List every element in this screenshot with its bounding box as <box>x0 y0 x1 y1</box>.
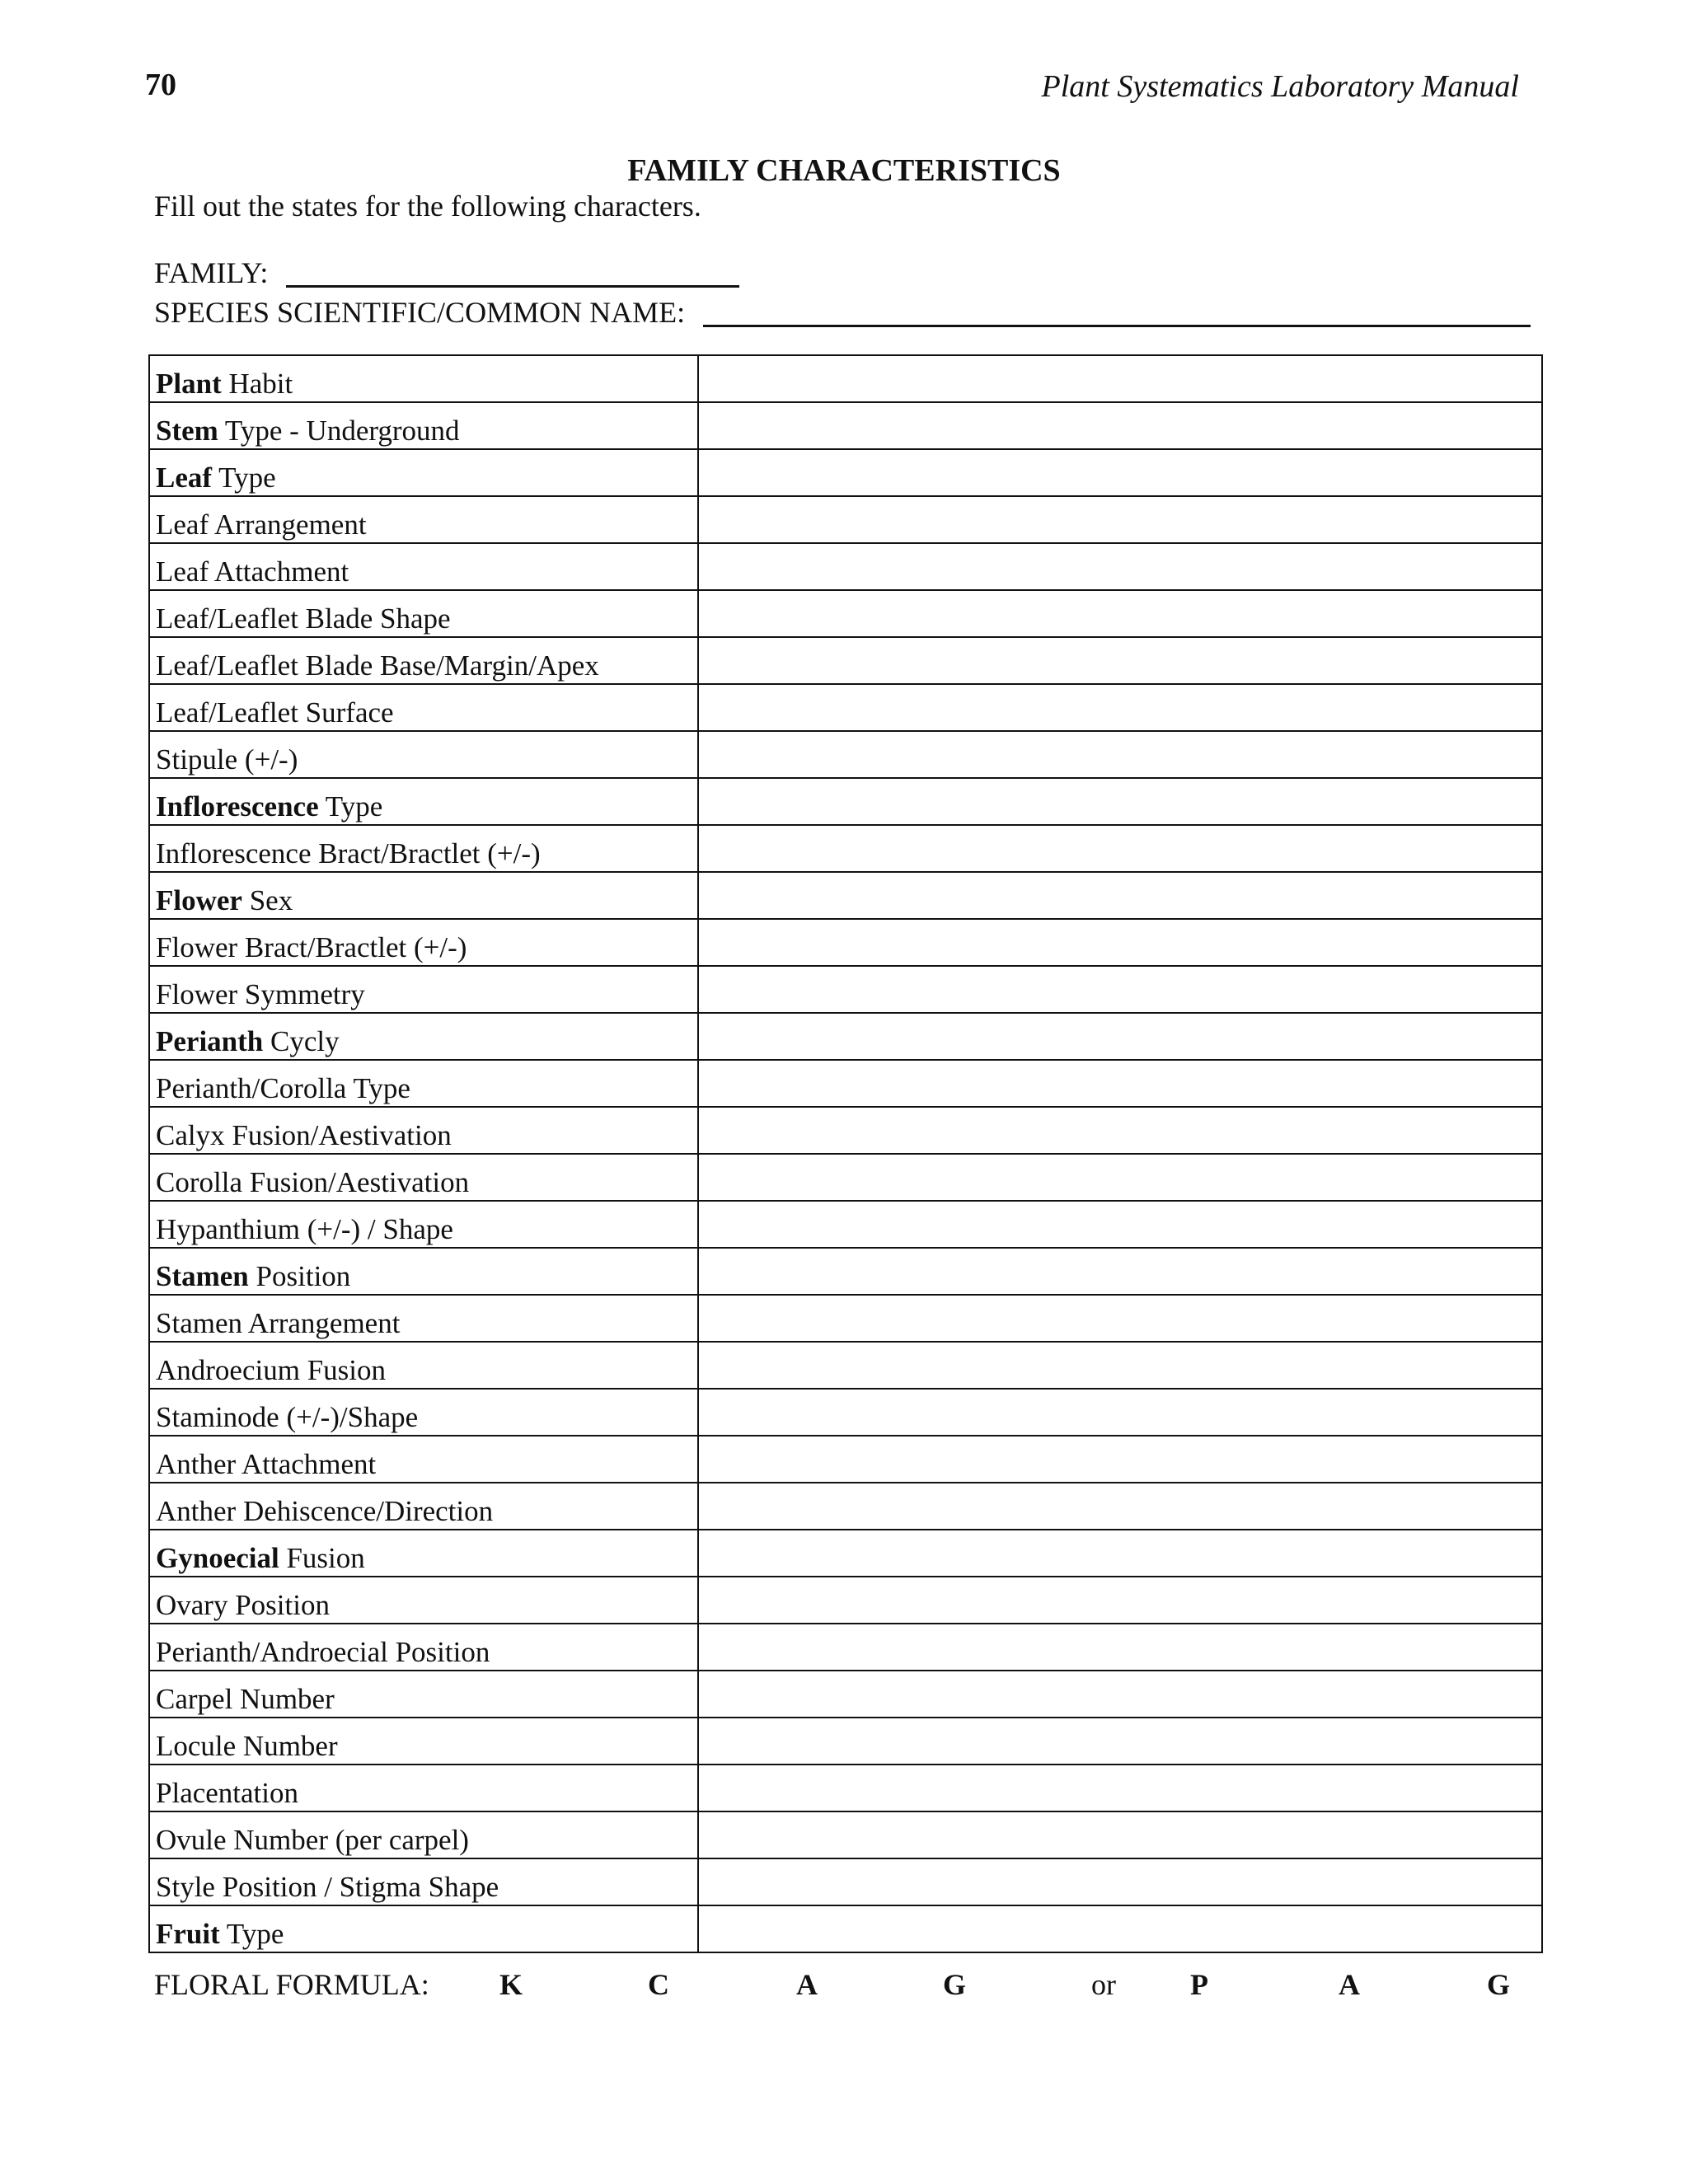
character-state-cell[interactable] <box>698 1765 1542 1811</box>
table-row <box>149 1295 1542 1342</box>
table-row <box>149 543 1542 590</box>
character-state-cell[interactable] <box>698 1248 1542 1295</box>
character-label <box>149 1765 698 1811</box>
character-label-text: Leaf/Leaflet Surface <box>156 696 394 729</box>
character-state-cell[interactable] <box>698 496 1542 543</box>
character-state-cell[interactable] <box>698 1154 1542 1201</box>
table-row <box>149 637 1542 684</box>
character-state-cell[interactable] <box>698 449 1542 496</box>
characters-table <box>148 354 1543 1953</box>
character-label-text: Leaf Attachment <box>156 555 349 588</box>
character-state-cell[interactable] <box>698 543 1542 590</box>
character-label-text: Calyx Fusion/Aestivation <box>156 1119 452 1151</box>
table-row <box>149 966 1542 1013</box>
table-row <box>149 1577 1542 1624</box>
formula-symbol-g: G <box>943 1968 967 2001</box>
character-state-cell[interactable] <box>698 1107 1542 1154</box>
character-state-cell[interactable] <box>698 637 1542 684</box>
character-label-text: Anther Attachment <box>156 1448 377 1480</box>
table-row <box>149 1436 1542 1483</box>
character-label <box>149 1811 698 1858</box>
table-row <box>149 1107 1542 1154</box>
floral-formula-label: FLORAL FORMULA: <box>154 1968 429 2001</box>
character-label-text: Flower Symmetry <box>156 978 365 1010</box>
character-label <box>149 355 698 402</box>
character-state-cell[interactable] <box>698 1483 1542 1530</box>
character-label-text: Fusion <box>279 1542 365 1574</box>
table-row <box>149 402 1542 449</box>
family-label: FAMILY: <box>154 256 269 289</box>
table-row <box>149 919 1542 966</box>
character-label-text: Inflorescence Bract/Bractlet (+/-) <box>156 837 541 869</box>
character-label-bold: Flower <box>156 884 242 916</box>
formula-symbol-c: C <box>648 1968 669 2001</box>
character-state-cell[interactable] <box>698 778 1542 825</box>
table-row <box>149 825 1542 872</box>
character-label-bold: Fruit <box>156 1918 220 1950</box>
character-state-cell[interactable] <box>698 1905 1542 1952</box>
table-row <box>149 1483 1542 1530</box>
table-row <box>149 1905 1542 1952</box>
character-label <box>149 1905 698 1952</box>
character-label-text: Androecium Fusion <box>156 1354 387 1386</box>
formula-or: or <box>1091 1968 1116 2001</box>
character-state-cell[interactable] <box>698 1624 1542 1671</box>
character-label <box>149 1577 698 1624</box>
character-label-text: Type - Underground <box>218 415 460 447</box>
character-state-cell[interactable] <box>698 1201 1542 1248</box>
table-row <box>149 872 1542 919</box>
character-label-text: Locule Number <box>156 1730 338 1762</box>
table-row <box>149 1248 1542 1295</box>
table-row <box>149 1342 1542 1389</box>
character-label-bold: Stamen <box>156 1260 249 1292</box>
character-label <box>149 1154 698 1201</box>
character-label-text: Stamen Arrangement <box>156 1307 401 1339</box>
character-label <box>149 590 698 637</box>
character-label-text: Anther Dehiscence/Direction <box>156 1495 494 1527</box>
character-label-text: Perianth/Corolla Type <box>156 1072 410 1104</box>
character-state-cell[interactable] <box>698 684 1542 731</box>
character-label <box>149 966 698 1013</box>
character-label-bold: Gynoecial <box>156 1542 279 1574</box>
character-state-cell[interactable] <box>698 1858 1542 1905</box>
character-label-bold: Inflorescence <box>156 790 319 823</box>
character-state-cell[interactable] <box>698 1013 1542 1060</box>
character-label-bold: Leaf <box>156 462 213 494</box>
character-label-text: Sex <box>241 884 293 916</box>
page-number: 70 <box>145 68 176 102</box>
page-title: FAMILY CHARACTERISTICS <box>627 153 1061 188</box>
character-label <box>149 1858 698 1905</box>
character-state-cell[interactable] <box>698 966 1542 1013</box>
character-label-text: Flower Bract/Bractlet (+/-) <box>156 931 467 963</box>
table-row <box>149 1389 1542 1436</box>
character-label-text: Type <box>212 462 276 494</box>
character-label <box>149 449 698 496</box>
character-label <box>149 1060 698 1107</box>
character-state-cell[interactable] <box>698 355 1542 402</box>
table-row <box>149 778 1542 825</box>
table-row <box>149 355 1542 402</box>
character-state-cell[interactable] <box>698 731 1542 778</box>
character-label <box>149 543 698 590</box>
character-state-cell[interactable] <box>698 1389 1542 1436</box>
character-label <box>149 1483 698 1530</box>
character-state-cell[interactable] <box>698 919 1542 966</box>
character-label-text: Perianth/Androecial Position <box>156 1636 490 1668</box>
table-row <box>149 684 1542 731</box>
table-row <box>149 1858 1542 1905</box>
character-label <box>149 684 698 731</box>
character-label <box>149 1624 698 1671</box>
running-header: Plant Systematics Laboratory Manual <box>1041 69 1519 104</box>
table-row <box>149 496 1542 543</box>
character-state-cell[interactable] <box>698 402 1542 449</box>
character-label-text: Style Position / Stigma Shape <box>156 1871 499 1903</box>
character-label-text: Habit <box>221 368 293 400</box>
table-row <box>149 449 1542 496</box>
character-state-cell[interactable] <box>698 1811 1542 1858</box>
character-label <box>149 1295 698 1342</box>
character-state-cell[interactable] <box>698 825 1542 872</box>
character-state-cell[interactable] <box>698 1060 1542 1107</box>
character-state-cell[interactable] <box>698 590 1542 637</box>
character-state-cell[interactable] <box>698 1671 1542 1718</box>
formula-symbol-g-2: G <box>1487 1968 1511 2001</box>
formula-symbol-k: K <box>499 1968 523 2001</box>
character-label <box>149 1107 698 1154</box>
character-label <box>149 1389 698 1436</box>
character-label <box>149 731 698 778</box>
character-label <box>149 496 698 543</box>
instructions: Fill out the states for the following characters. <box>154 190 701 223</box>
table-row <box>149 1154 1542 1201</box>
species-label: SPECIES SCIENTIFIC/COMMON NAME: <box>154 296 686 329</box>
species-blank[interactable] <box>703 297 1531 327</box>
table-row <box>149 1811 1542 1858</box>
table-row <box>149 1013 1542 1060</box>
table-row <box>149 1718 1542 1765</box>
character-label-text: Type <box>318 790 383 823</box>
character-label-text: Type <box>219 1918 284 1950</box>
character-label-text: Stipule (+/-) <box>156 743 298 776</box>
table-row <box>149 1624 1542 1671</box>
character-state-cell[interactable] <box>698 1530 1542 1577</box>
character-state-cell[interactable] <box>698 1718 1542 1765</box>
character-label-bold: Stem <box>156 415 218 447</box>
family-blank[interactable] <box>286 257 739 288</box>
character-label <box>149 1718 698 1765</box>
character-state-cell[interactable] <box>698 1577 1542 1624</box>
character-label-text: Position <box>248 1260 351 1292</box>
character-label-text: Leaf/Leaflet Blade Shape <box>156 602 451 635</box>
character-label-text: Cycly <box>263 1025 340 1057</box>
character-label-text: Corolla Fusion/Aestivation <box>156 1166 470 1198</box>
family-field <box>154 257 739 288</box>
table-row <box>149 1060 1542 1107</box>
character-label <box>149 872 698 919</box>
table-row <box>149 731 1542 778</box>
character-label-text: Ovary Position <box>156 1589 330 1621</box>
table-row <box>149 590 1542 637</box>
character-label <box>149 1671 698 1718</box>
character-label <box>149 919 698 966</box>
character-label <box>149 778 698 825</box>
formula-symbol-a-2: A <box>1339 1968 1360 2001</box>
character-state-cell[interactable] <box>698 1436 1542 1483</box>
table-row <box>149 1765 1542 1811</box>
formula-symbol-p: P <box>1190 1968 1208 2001</box>
character-label <box>149 402 698 449</box>
character-label-text: Staminode (+/-)/Shape <box>156 1401 419 1433</box>
table-row <box>149 1530 1542 1577</box>
character-label-text: Leaf/Leaflet Blade Base/Margin/Apex <box>156 649 599 682</box>
formula-symbol-a: A <box>796 1968 818 2001</box>
table-row <box>149 1671 1542 1718</box>
character-label <box>149 1436 698 1483</box>
table-row <box>149 1201 1542 1248</box>
character-state-cell[interactable] <box>698 872 1542 919</box>
character-label <box>149 1201 698 1248</box>
character-state-cell[interactable] <box>698 1295 1542 1342</box>
character-label <box>149 1342 698 1389</box>
character-label-text: Carpel Number <box>156 1683 335 1715</box>
character-label-bold: Perianth <box>156 1025 264 1057</box>
character-label-bold: Plant <box>156 368 222 400</box>
character-label <box>149 1530 698 1577</box>
character-label <box>149 637 698 684</box>
species-field <box>154 297 1531 327</box>
character-label-text: Leaf Arrangement <box>156 509 367 541</box>
character-label <box>149 1013 698 1060</box>
character-label <box>149 1248 698 1295</box>
character-label-text: Hypanthium (+/-) / Shape <box>156 1213 453 1245</box>
character-label-text: Placentation <box>156 1777 299 1809</box>
floral-formula <box>154 1970 1555 2006</box>
character-label-text: Ovule Number (per carpel) <box>156 1824 469 1856</box>
character-state-cell[interactable] <box>698 1342 1542 1389</box>
character-label <box>149 825 698 872</box>
